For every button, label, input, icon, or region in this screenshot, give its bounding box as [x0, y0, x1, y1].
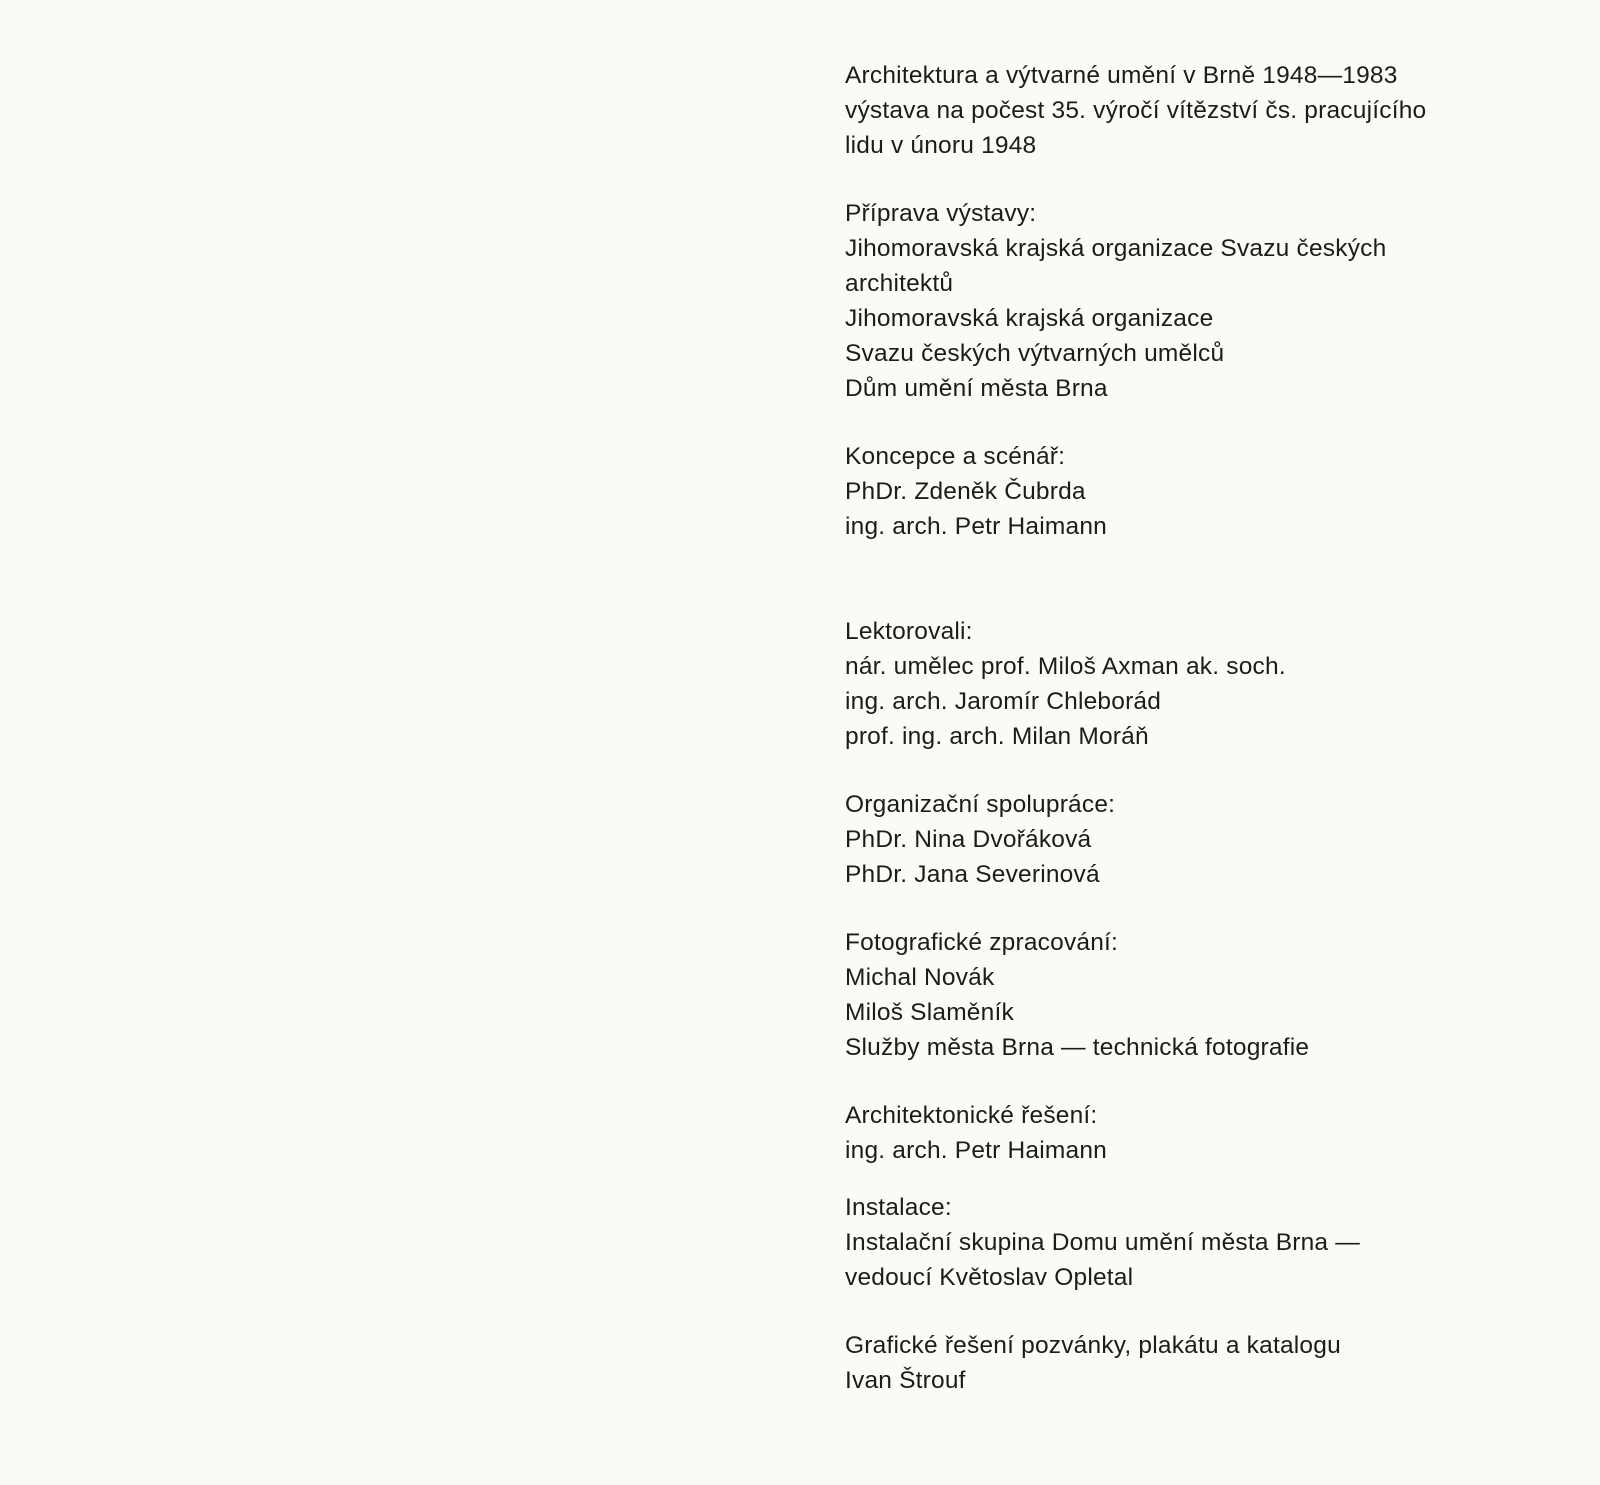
graphics-heading: Grafické řešení pozvánky, plakátu a katalogu: [845, 1332, 1341, 1359]
installation-section: [845, 1190, 1565, 1295]
reviewers-heading: Lektorovali:: [845, 618, 973, 645]
organization-section: [845, 787, 1565, 892]
graphics-section: [845, 1328, 1565, 1398]
preparation-line: Jihomoravská krajská organizace Svazu českých: [845, 235, 1387, 262]
photography-section: [845, 925, 1565, 1065]
architecture-line: ing. arch. Petr Haimann: [845, 1137, 1107, 1164]
architecture-section: [845, 1098, 1565, 1168]
intro-line: výstava na počest 35. výročí vítězství čs. pracujícího: [845, 97, 1427, 124]
installation-heading: Instalace:: [845, 1194, 952, 1221]
preparation-section: [845, 196, 1565, 406]
reviewers-line: nár. umělec prof. Miloš Axman ak. soch.: [845, 653, 1286, 680]
colophon: [845, 58, 1565, 1431]
intro-line: lidu v únoru 1948: [845, 132, 1037, 159]
exhibition-intro: [845, 58, 1565, 163]
photography-line: Miloš Slaměník: [845, 999, 1014, 1026]
concept-line: PhDr. Zdeněk Čubrda: [845, 478, 1086, 505]
installation-line: vedoucí Květoslav Opletal: [845, 1264, 1134, 1291]
concept-heading: Koncepce a scénář:: [845, 443, 1066, 470]
graphics-line: Ivan Štrouf: [845, 1367, 966, 1394]
concept-section: [845, 439, 1565, 544]
architecture-heading: Architektonické řešení:: [845, 1102, 1098, 1129]
organization-line: PhDr. Nina Dvořáková: [845, 826, 1092, 853]
preparation-line: Jihomoravská krajská organizace: [845, 305, 1214, 332]
photography-line: Služby města Brna — technická fotografie: [845, 1034, 1310, 1061]
organization-heading: Organizační spolupráce:: [845, 791, 1116, 818]
photography-line: Michal Novák: [845, 964, 995, 991]
preparation-line: Dům umění města Brna: [845, 375, 1108, 402]
concept-line: ing. arch. Petr Haimann: [845, 513, 1107, 540]
intro-line: Architektura a výtvarné umění v Brně 1948—1983: [845, 62, 1398, 89]
reviewers-line: ing. arch. Jaromír Chleborád: [845, 688, 1162, 715]
reviewers-section: [845, 614, 1565, 754]
installation-line: Instalační skupina Domu umění města Brna —: [845, 1229, 1360, 1256]
preparation-heading: Příprava výstavy:: [845, 200, 1037, 227]
reviewers-line: prof. ing. arch. Milan Moráň: [845, 723, 1149, 750]
photography-heading: Fotografické zpracování:: [845, 929, 1119, 956]
preparation-line: architektů: [845, 270, 954, 297]
preparation-line: Svazu českých výtvarných umělců: [845, 340, 1225, 367]
organization-line: PhDr. Jana Severinová: [845, 861, 1100, 888]
